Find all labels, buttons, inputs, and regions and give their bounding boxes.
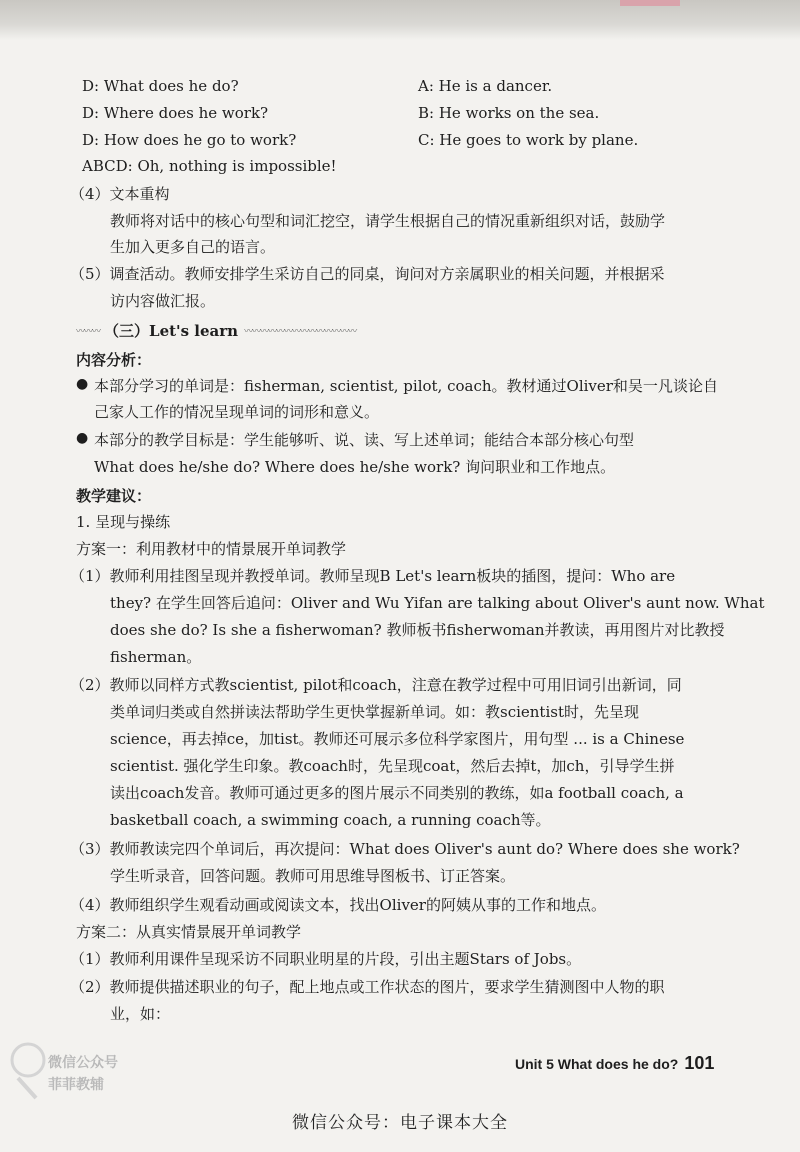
paragraph-line: 生加入更多自己的语言。 <box>110 238 276 256</box>
watermark <box>8 1038 148 1104</box>
dialogue-answer: A: He is a dancer. <box>418 77 553 95</box>
page-number: 101 <box>684 1053 715 1073</box>
bullet-icon: ● <box>76 376 89 392</box>
paragraph-line: fisherman。 <box>110 648 202 666</box>
paragraph-line: （2）教师提供描述职业的句子，配上地点或工作状态的图片，要求学生猜测图中人物的职 <box>70 978 665 996</box>
paragraph-line: 教师将对话中的核心句型和词汇挖空，请学生根据自己的情况重新组织对话，鼓励学 <box>110 212 666 230</box>
bullet-text: 本部分的教学目标是：学生能够听、说、读、写上述单词；能结合本部分核心句型 <box>94 431 635 449</box>
dialogue-question: D: Where does he work? <box>82 104 269 122</box>
paragraph-line: （4）教师组织学生观看动画或阅读文本，找出Oliver的阿姨从事的工作和地点。 <box>70 896 606 914</box>
paragraph-line: basketball coach, a swimming coach, a running coach等。 <box>110 811 551 829</box>
paragraph-line: they? 在学生回答后追问：Oliver and Wu Yifan are talking about Oliver's aunt now. What <box>110 594 765 612</box>
watermark-line: 微信公众号 <box>48 1055 118 1071</box>
paragraph-line: 读出coach发音。教师可通过更多的图片展示不同类别的教练，如a football coach, a <box>110 784 684 802</box>
page-footer <box>515 1053 714 1074</box>
paragraph-line: 访内容做汇报。 <box>110 292 216 310</box>
paragraph-line: does she do? Is she a fisherwoman? 教师板书fisherwoman并教读，再用图片对比教授 <box>110 621 725 639</box>
watermark-logo-icon <box>8 1038 52 1104</box>
paragraph-line: （3）教师教读完四个单词后，再次提问：What does Oliver's aunt do? Where does she work? <box>70 840 740 858</box>
plan-heading: 方案二：从真实情景展开单词教学 <box>76 923 302 941</box>
plan-heading: 方案一：利用教材中的情景展开单词教学 <box>76 540 347 558</box>
unit-title: Unit 5 What does he do? <box>515 1056 679 1072</box>
paragraph-line: 类单词归类或自然拼读法帮助学生更快掌握新单词。如：教scientist时，先呈现 <box>110 703 639 721</box>
paragraph-line: 学生听录音，回答问题。教师可用思维导图板书、订正答案。 <box>110 867 516 885</box>
watermark-line: 菲菲教辅 <box>48 1077 104 1093</box>
bullet-text: 己家人工作的情况呈现单词的词形和意义。 <box>94 403 380 421</box>
paragraph-line: 业，如： <box>110 1005 171 1023</box>
step-title: （4）文本重构 <box>70 185 170 203</box>
wave-decoration-icon: 〰〰〰〰〰〰〰〰〰〰〰〰〰〰 <box>244 326 357 337</box>
paragraph-line: （5）调查活动。教师安排学生采访自己的同桌，询问对方亲属职业的相关问题，并根据采 <box>70 265 665 283</box>
dialogue-answer: C: He goes to work by plane. <box>418 131 639 149</box>
bullet-icon: ● <box>76 430 89 446</box>
paragraph-line: （2）教师以同样方式教scientist, pilot和coach，注意在教学过程中可用旧词引出新词，同 <box>70 676 682 694</box>
bottom-caption: 微信公众号：电子课本大全 <box>292 1113 508 1133</box>
paragraph-line: （1）教师利用挂图呈现并教授单词。教师呈现B Let's learn板块的插图，提问：Who are <box>70 567 676 585</box>
section-banner <box>76 318 376 342</box>
paragraph-line: （1）教师利用课件呈现采访不同职业明星的片段，引出主题Stars of Jobs。 <box>70 950 582 968</box>
dialogue-question: D: How does he go to work? <box>82 131 297 149</box>
analysis-heading: 内容分析： <box>76 351 152 369</box>
bullet-text: 本部分学习的单词是：fisherman, scientist, pilot, coach。教材通过Oliver和吴一凡谈论自 <box>94 377 718 395</box>
wave-decoration-icon: 〰〰〰 <box>76 326 101 337</box>
dialogue-question: D: What does he do? <box>82 77 239 95</box>
suggestions-heading: 教学建议： <box>76 487 152 505</box>
bullet-text: What does he/she do? Where does he/she work? 询问职业和工作地点。 <box>94 458 616 476</box>
paragraph-line: science，再去掉ce，加tist。教师还可展示多位科学家图片，用句型 ... is a Chinese <box>110 730 685 748</box>
section-title: （三）Let's learn <box>104 321 239 340</box>
paragraph-line: scientist. 强化学生印象。教coach时，先呈现coat，然后去掉t，加ch，引导学生拼 <box>110 757 675 775</box>
subheading: 1. 呈现与操练 <box>76 513 171 531</box>
dialogue-answer: B: He works on the sea. <box>418 104 600 122</box>
dialogue-ending: ABCD: Oh, nothing is impossible! <box>82 157 337 175</box>
